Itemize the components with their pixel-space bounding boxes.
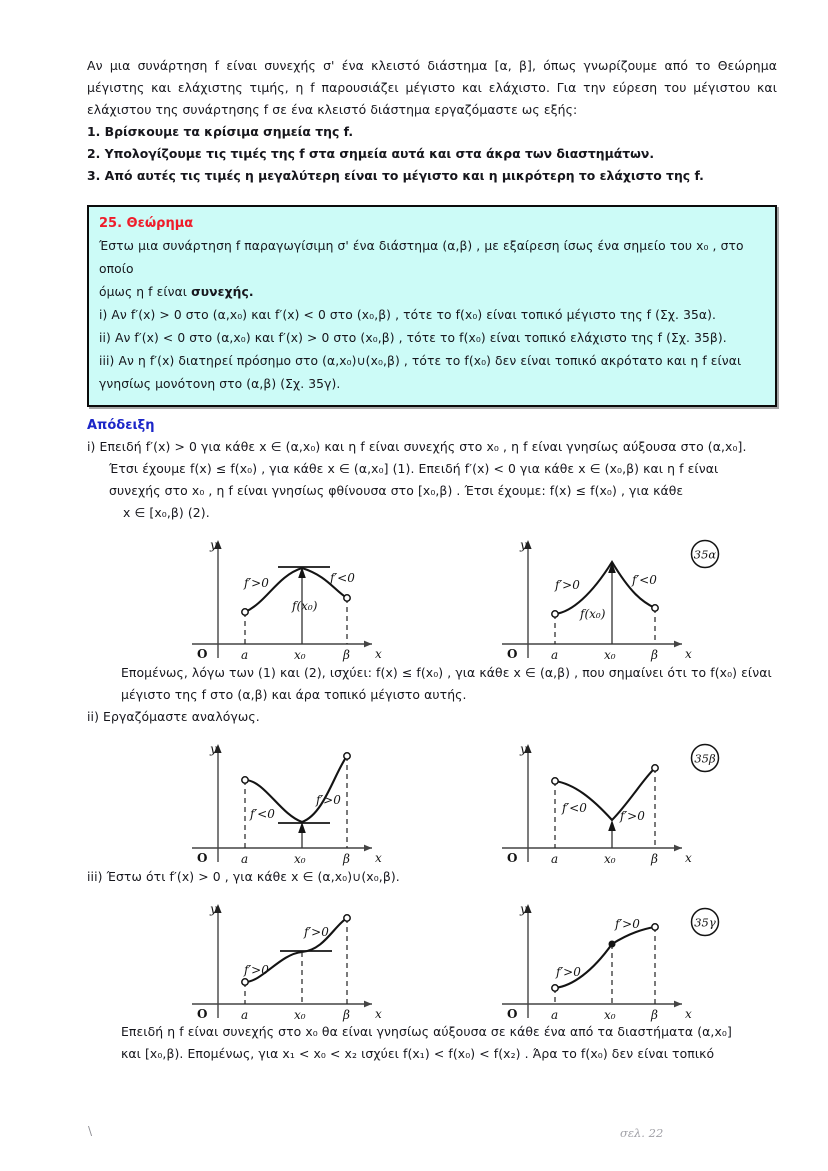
origin-label: O bbox=[197, 851, 208, 865]
figure-35b-left bbox=[182, 736, 482, 866]
x-axis-label: x bbox=[375, 1007, 382, 1021]
slope-label-left: f′>0 bbox=[244, 576, 269, 590]
open-point-alpha bbox=[242, 979, 248, 985]
x-axis-label: x bbox=[685, 1007, 692, 1021]
slope-label-right: f′>0 bbox=[304, 925, 329, 939]
x-axis-arrow bbox=[364, 1001, 372, 1008]
value-label: f(x₀) bbox=[580, 607, 606, 621]
x-axis-label: x bbox=[375, 647, 382, 661]
proof-heading: Απόδειξη bbox=[87, 418, 155, 433]
corner-point-x0 bbox=[609, 941, 615, 947]
proof-part-i-line-3: συνεχής στο x₀ , η f είναι γνησίως φθίνουσα στο [x₀,β) . Έτσι έχουμε: f(x) ≤ f(x₀) , για κάθε bbox=[109, 483, 684, 498]
origin-label: O bbox=[507, 1007, 518, 1021]
alpha-tick-label: a bbox=[551, 1008, 559, 1022]
theorem-case-ii: ii) Αν f′(x) < 0 στο (α,x₀) και f′(x) > 0 στο (x₀,β) , τότε το f(x₀) είναι τοπικό ελάχιστο της f (Σχ. 35β). bbox=[99, 331, 727, 345]
alpha-tick-label: a bbox=[551, 852, 559, 866]
open-point-beta bbox=[652, 765, 658, 771]
open-point-beta bbox=[652, 924, 658, 930]
figure-caption-label: 35γ bbox=[694, 915, 716, 930]
y-axis-label: y bbox=[520, 742, 527, 756]
theorem-statement-line-2 bbox=[99, 281, 765, 304]
proof-part-i-line-1: i) Επειδή f′(x) > 0 για κάθε x ∈ (α,x₀) και η f είναι συνεχής στο x₀ , η f είναι γνησίως αύξουσα στο (α,x₀]. bbox=[87, 439, 747, 454]
alpha-tick-label: a bbox=[241, 852, 249, 866]
alpha-tick-label: a bbox=[551, 648, 559, 662]
open-point-alpha bbox=[552, 985, 558, 991]
figure-35b-right-svg bbox=[492, 736, 792, 866]
theorem-title: 25. Θεώρημα bbox=[99, 216, 194, 231]
beta-tick-label: β bbox=[651, 648, 658, 662]
origin-label: O bbox=[197, 647, 208, 661]
beta-tick-label: β bbox=[651, 1008, 658, 1022]
figure-35a-left bbox=[182, 532, 482, 662]
proof-conclusion-i-line-2: μέγιστο της f στο (α,β) και άρα τοπικό μέγιστο αυτής. bbox=[121, 687, 467, 702]
y-axis-label: y bbox=[520, 538, 527, 552]
slope-label-right: f′>0 bbox=[615, 917, 640, 931]
figure-35b-left-svg bbox=[182, 736, 482, 866]
theorem-box bbox=[87, 205, 777, 407]
y-axis-label: y bbox=[210, 902, 217, 916]
beta-tick-label: β bbox=[651, 852, 658, 866]
value-label: f(x₀) bbox=[292, 599, 318, 613]
open-point-beta bbox=[344, 595, 350, 601]
theorem-statement-line-1: Έστω μια συνάρτηση f παραγωγίσιμη σ' ένα διάστημα (α,β) , με εξαίρεση ίσως ένα σημείο του x₀ , στο οποίο bbox=[99, 239, 744, 276]
open-point-alpha bbox=[242, 609, 248, 615]
alpha-tick-label: a bbox=[241, 648, 249, 662]
proof-conclusion-iii-line-1: Επειδή η f είναι συνεχής στο x₀ θα είναι γνησίως αύξουσα σε κάθε ένα από τα διαστήματα (α,x₀] bbox=[121, 1024, 732, 1039]
origin-label: O bbox=[507, 647, 518, 661]
slope-label-left: f′<0 bbox=[250, 807, 275, 821]
x0-tick-label: x₀ bbox=[294, 1008, 306, 1022]
proof-conclusion-iii-line-2: και [x₀,β). Επομένως, για x₁ < x₀ < x₂ ισχύει f(x₁) < f(x₀) < f(x₂) . Άρα το f(x₀) δεν είναι τοπικό bbox=[121, 1046, 715, 1061]
open-point-alpha bbox=[552, 778, 558, 784]
beta-tick-label: β bbox=[343, 648, 350, 662]
slope-label-left: f′>0 bbox=[244, 963, 269, 977]
open-point-beta bbox=[344, 753, 350, 759]
figure-row-35b bbox=[87, 736, 777, 866]
figure-35b-right bbox=[492, 736, 792, 866]
x-axis-arrow bbox=[364, 845, 372, 852]
y-axis-label: y bbox=[210, 742, 217, 756]
open-point-beta bbox=[652, 605, 658, 611]
slope-label-left: f′>0 bbox=[556, 965, 581, 979]
open-point-alpha bbox=[552, 611, 558, 617]
figure-35a-left-svg bbox=[182, 532, 482, 662]
x-axis-label: x bbox=[375, 851, 382, 865]
x0-tick-label: x₀ bbox=[604, 1008, 616, 1022]
intro-paragraph: Αν μια συνάρτηση f είναι συνεχής σ' ένα κλειστό διάστημα [α, β], όπως γνωρίζουμε από το Θεώρημα μέγιστης και ελάχιστης τιμής, η f παρουσιάζει μέγιστο και ελάχιστο. Για την εύρεση του μέγιστου και ελάχιστου της συνάρτησης f σε ένα κλειστό διάστημα εργαζόμαστε ως εξής: bbox=[87, 58, 777, 117]
intro-step-2: 2. Υπολογίζουμε τις τιμές της f στα σημεία αυτά και στα άκρα των διαστημάτων. bbox=[87, 146, 655, 161]
figure-caption-label: 35α bbox=[693, 547, 717, 562]
theorem-case-i: i) Αν f′(x) > 0 στο (α,x₀) και f′(x) < 0 στο (x₀,β) , τότε το f(x₀) είναι τοπικό μέγιστο της f (Σχ. 35α). bbox=[99, 308, 717, 322]
origin-label: O bbox=[507, 851, 518, 865]
slope-label-right: f′<0 bbox=[330, 571, 355, 585]
slope-label-left: f′>0 bbox=[555, 578, 580, 592]
footer-mark: \ bbox=[88, 1124, 93, 1138]
figure-35c-right bbox=[492, 896, 792, 1021]
page-footer bbox=[0, 1118, 828, 1158]
intro-step-3: 3. Από αυτές τις τιμές η μεγαλύτερη είναι το μέγιστο και η μικρότερη το ελάχιστο της f. bbox=[87, 168, 704, 183]
x-axis-arrow bbox=[674, 1001, 682, 1008]
figure-row-35c bbox=[87, 896, 777, 1021]
theorem-statement-line-2-pre: όμως η f είναι bbox=[99, 285, 192, 299]
beta-tick-label: β bbox=[343, 852, 350, 866]
slope-label-right: f′>0 bbox=[620, 809, 645, 823]
open-point-beta bbox=[344, 915, 350, 921]
origin-label: O bbox=[197, 1007, 208, 1021]
figure-35c-left-svg bbox=[182, 896, 482, 1021]
slope-label-right: f′<0 bbox=[632, 573, 657, 587]
figure-35a-right bbox=[492, 532, 792, 662]
proof-part-i-line-2: Έτσι έχουμε f(x) ≤ f(x₀) , για κάθε x ∈ (α,x₀] (1). Επειδή f′(x) < 0 για κάθε x ∈ (x₀,β) και η f είναι bbox=[109, 461, 719, 476]
page-number: σελ. 22 bbox=[620, 1126, 664, 1140]
intro-step-1: 1. Βρίσκουμε τα κρίσιμα σημεία της f. bbox=[87, 124, 354, 139]
x0-tick-label: x₀ bbox=[604, 852, 616, 866]
theorem-statement-line-2-emphasis: συνεχής. bbox=[191, 285, 254, 299]
open-point-alpha bbox=[242, 777, 248, 783]
figure-35a-right-svg bbox=[492, 532, 792, 662]
x-axis-label: x bbox=[685, 851, 692, 865]
alpha-tick-label: a bbox=[241, 1008, 249, 1022]
x-axis-label: x bbox=[685, 647, 692, 661]
figure-caption-label: 35β bbox=[694, 751, 716, 766]
figure-35c-right-svg bbox=[492, 896, 792, 1021]
x-axis-arrow bbox=[674, 845, 682, 852]
page-content bbox=[87, 55, 777, 1065]
x-axis-arrow bbox=[364, 641, 372, 648]
slope-label-left: f′<0 bbox=[562, 801, 587, 815]
proof-part-iii: iii) Έστω ότι f′(x) > 0 , για κάθε x ∈ (α,x₀)∪(x₀,β). bbox=[87, 869, 400, 884]
beta-tick-label: β bbox=[343, 1008, 350, 1022]
proof-conclusion-i-line-1: Επομένως, λόγω των (1) και (2), ισχύει: f(x) ≤ f(x₀) , για κάθε x ∈ (α,β) , που σημαίνει ότι το f(x₀) είναι bbox=[121, 665, 772, 680]
proof-part-i-line-4: x ∈ [x₀,β) (2). bbox=[123, 505, 210, 520]
x0-tick-label: x₀ bbox=[294, 648, 306, 662]
theorem-case-iii-line-1: iii) Αν η f′(x) διατηρεί πρόσημο στο (α,x₀)∪(x₀,β) , τότε το f(x₀) δεν είναι τοπικό ακρότατο και η f είναι bbox=[99, 354, 742, 368]
figure-35c-left bbox=[182, 896, 482, 1021]
x0-tick-label: x₀ bbox=[294, 852, 306, 866]
slope-label-right: f′>0 bbox=[316, 793, 341, 807]
y-axis-label: y bbox=[210, 538, 217, 552]
x0-tick-label: x₀ bbox=[604, 648, 616, 662]
theorem-case-iii-line-2: γνησίως μονότονη στο (α,β) (Σχ. 35γ). bbox=[99, 377, 341, 391]
figure-row-35a bbox=[87, 532, 777, 662]
x-axis-arrow bbox=[674, 641, 682, 648]
proof-part-ii: ii) Εργαζόμαστε αναλόγως. bbox=[87, 709, 260, 724]
value-indicator-arrow bbox=[608, 820, 616, 831]
y-axis-label: y bbox=[520, 902, 527, 916]
